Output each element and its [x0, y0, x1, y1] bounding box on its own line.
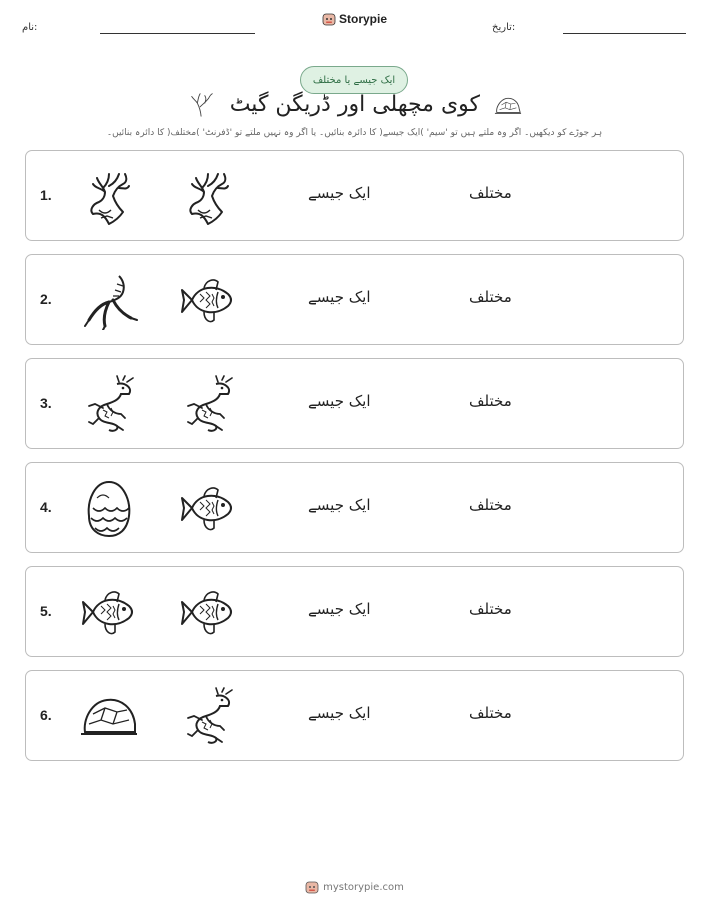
brand-logo — [0, 12, 709, 26]
same-option[interactable]: ایک جیسے — [308, 184, 371, 202]
footer — [0, 880, 709, 894]
left-scaled-egg-icon — [79, 478, 139, 538]
question-row — [25, 254, 684, 345]
date-label: تاریخ: — [492, 22, 516, 33]
different-option[interactable]: مختلف — [469, 496, 512, 514]
worksheet-type-badge: ایک جیسے یا مختلف — [300, 66, 408, 94]
question-number: 1. — [40, 187, 52, 203]
question-number: 4. — [40, 499, 52, 515]
question-number: 2. — [40, 291, 52, 307]
same-option[interactable]: ایک جیسے — [308, 288, 371, 306]
coral-icon — [188, 90, 216, 118]
left-claw-icon — [79, 270, 139, 330]
question-row — [25, 566, 684, 657]
question-row — [25, 462, 684, 553]
same-option[interactable]: ایک جیسے — [308, 392, 371, 410]
different-option[interactable]: مختلف — [469, 288, 512, 306]
different-option[interactable]: مختلف — [469, 184, 512, 202]
footer-url[interactable]: mystorypie.com — [323, 881, 404, 893]
question-number: 3. — [40, 395, 52, 411]
page-title: کوی مچھلی اور ڈریگن گیٹ — [229, 92, 480, 117]
left-dragon-icon — [79, 374, 139, 434]
storypie-logo-icon — [322, 12, 336, 26]
date-line[interactable] — [563, 33, 686, 34]
question-row — [25, 150, 684, 241]
instructions: ہر جوڑے کو دیکھیں۔ اگر وہ ملتے ہیں تو 'سیم' )ایک جیسے( کا دائرہ بنائیں۔ یا اگر وہ نہیں ملتے تو 'ڈفرنٹ' )مختلف( کا دائرہ بنائیں۔ — [106, 128, 603, 138]
name-line[interactable] — [100, 33, 255, 34]
question-row — [25, 670, 684, 761]
name-label: نام: — [22, 22, 38, 33]
right-fish-icon — [178, 582, 238, 642]
different-option[interactable]: مختلف — [469, 392, 512, 410]
left-rock-icon — [79, 686, 139, 746]
question-number: 6. — [40, 707, 52, 723]
storypie-logo-icon — [305, 880, 319, 894]
right-fish-icon — [178, 270, 238, 330]
rock-icon — [494, 94, 522, 116]
different-option[interactable]: مختلف — [469, 600, 512, 618]
right-antler-icon — [178, 166, 238, 226]
same-option[interactable]: ایک جیسے — [308, 600, 371, 618]
left-fish-icon — [79, 582, 139, 642]
same-option[interactable]: ایک جیسے — [308, 496, 371, 514]
same-option[interactable]: ایک جیسے — [308, 704, 371, 722]
question-number: 5. — [40, 603, 52, 619]
right-dragon-icon — [178, 686, 238, 746]
different-option[interactable]: مختلف — [469, 704, 512, 722]
brand-name: Storypie — [338, 12, 387, 26]
right-fish-icon — [178, 478, 238, 538]
right-dragon-icon — [178, 374, 238, 434]
question-row — [25, 358, 684, 449]
left-antler-icon — [79, 166, 139, 226]
